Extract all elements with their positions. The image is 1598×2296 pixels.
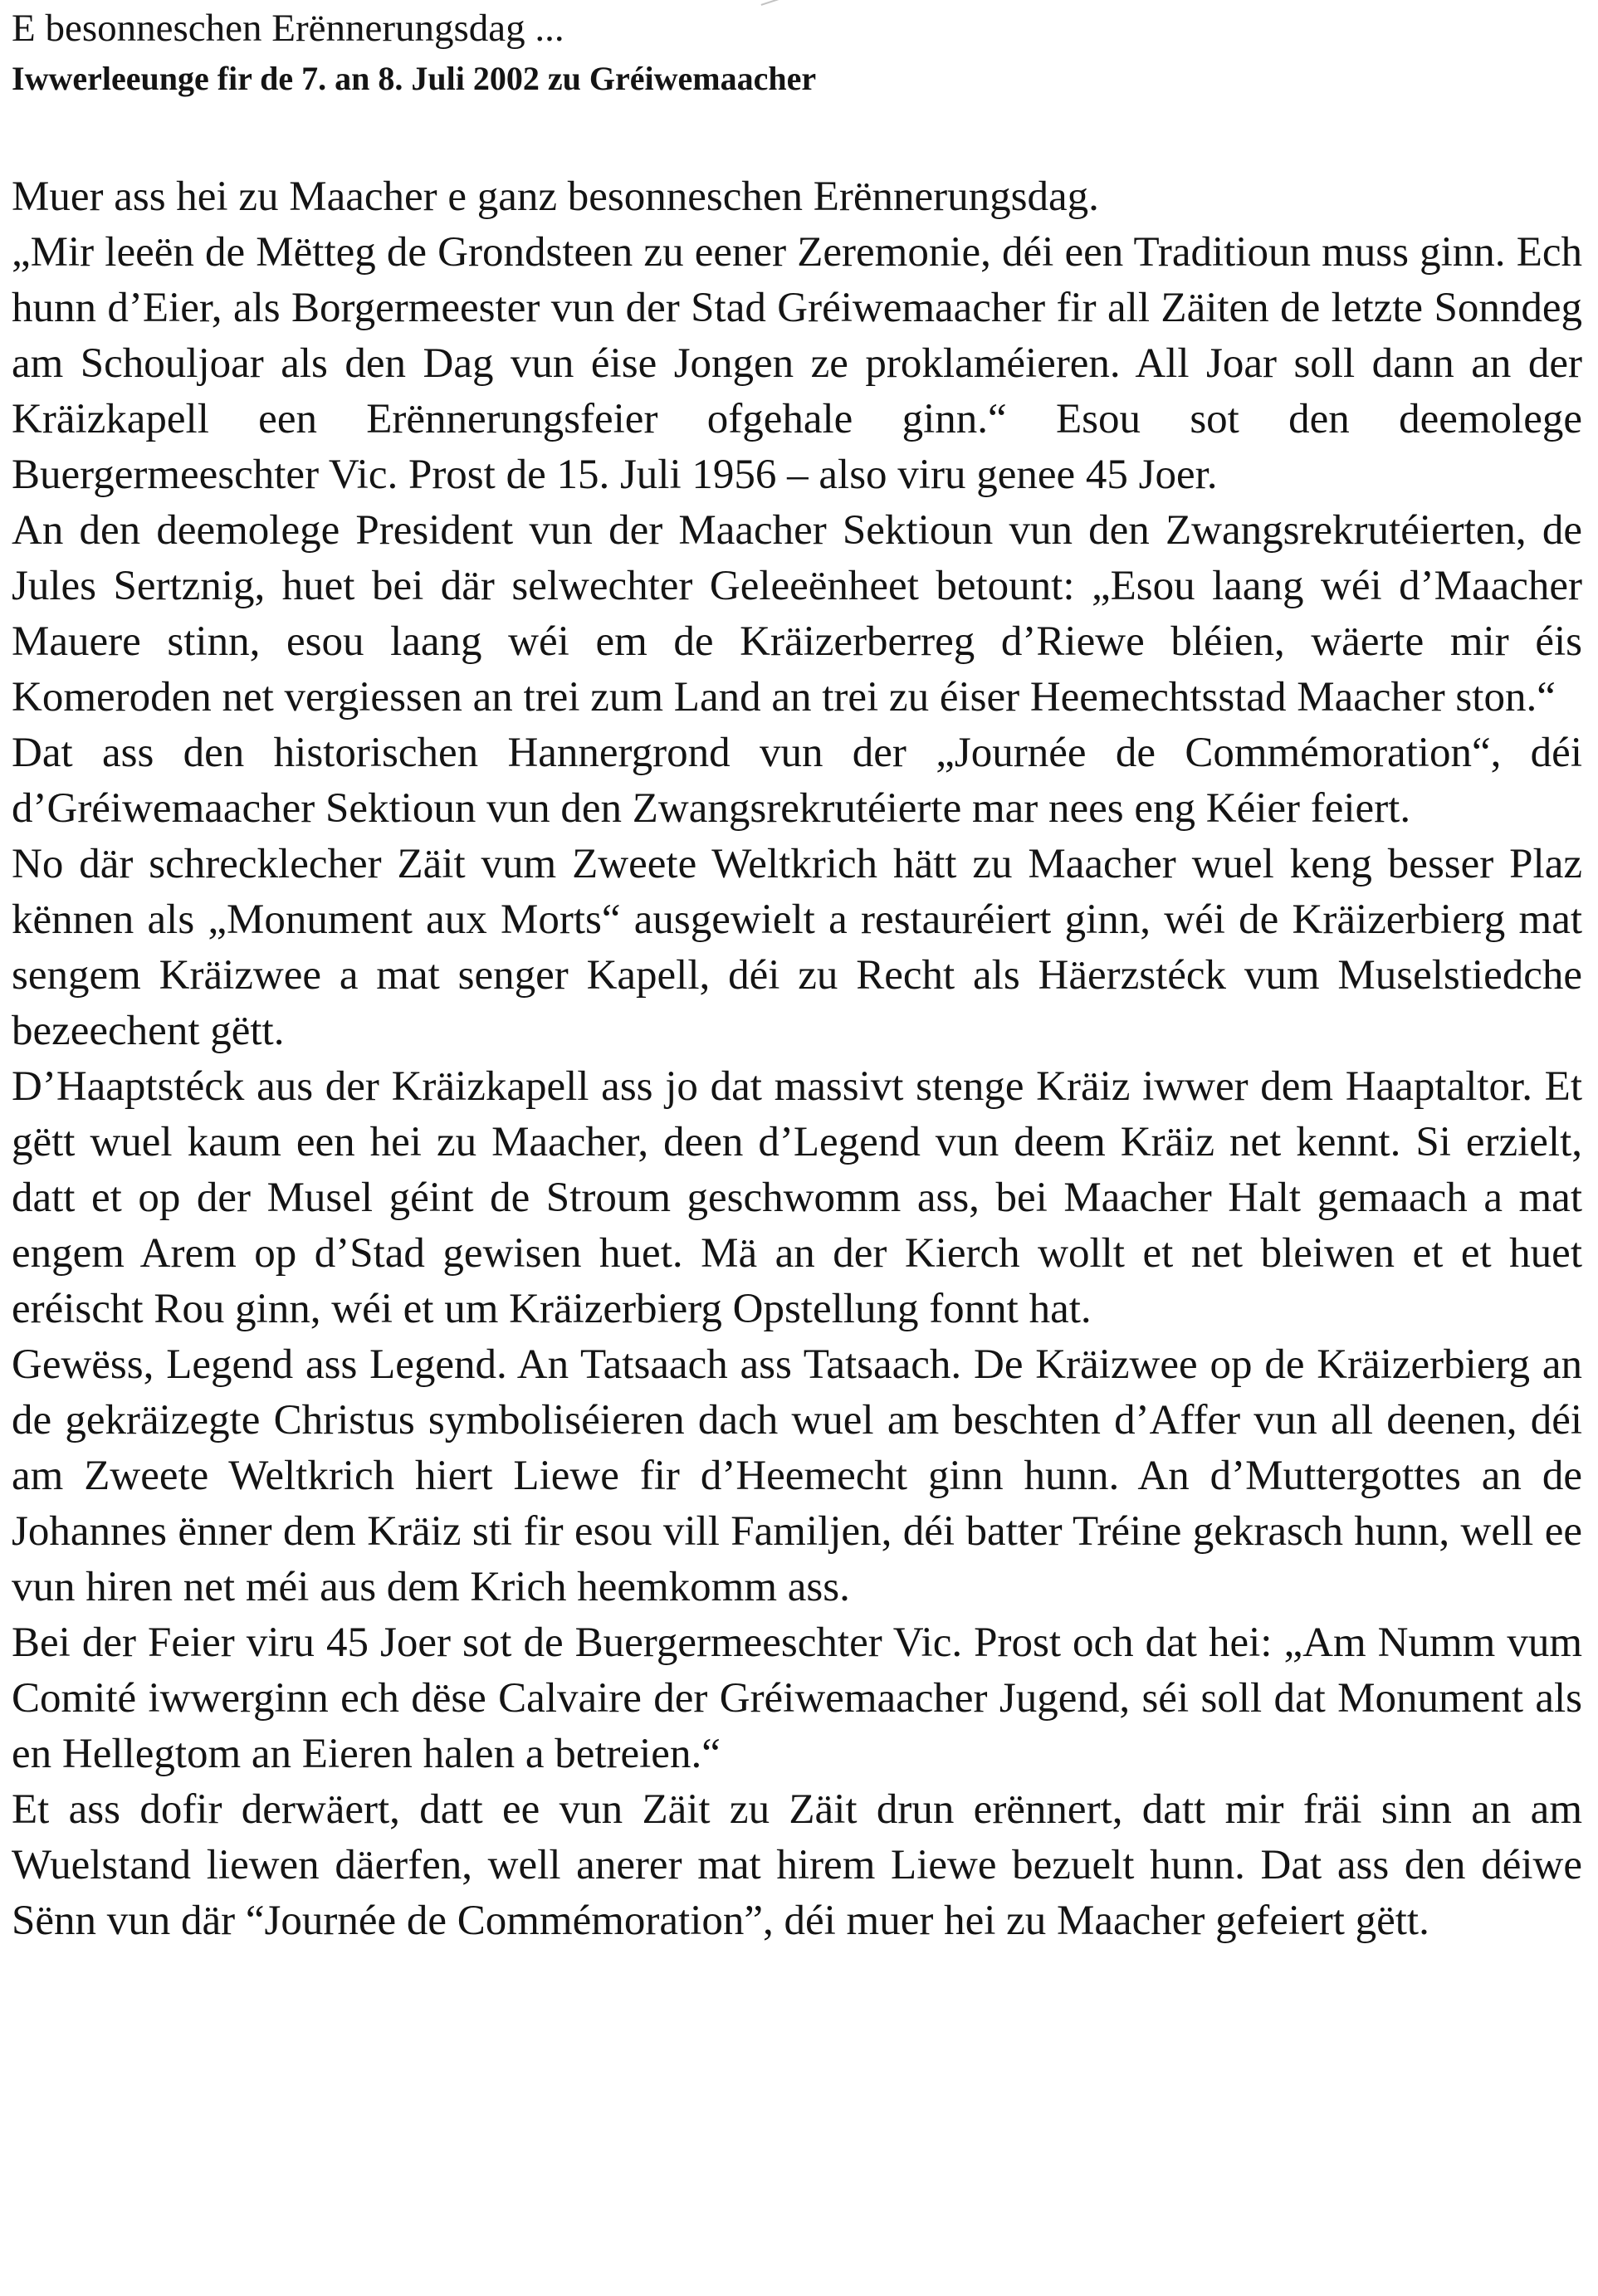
paragraph-5: No där schrecklecher Zäit vum Zweete Weltkrich hätt zu Maacher wuel keng besser Plaz kënnen als „Monument aux Morts“ ausgewielt a restauréiert ginn, wéi de Kräizerbierg mat sengem Kräizwee a mat senger Kapell, déi zu Recht als Häerzstéck vum Muselstiedche bezeechent gëtt.: [12, 841, 1582, 1054]
paragraph-8: Bei der Feier viru 45 Joer sot de Buergermeeschter Vic. Prost och dat hei: „Am Numm vum Comité iwwerginn ech dëse Calvaire der Gréiwemaacher Jugend, séi soll dat Monument als en Hellegtom an Eieren halen a betreien.“: [12, 1619, 1582, 1777]
title-lead: E besonneschen Erënnerungsdag ...: [12, 7, 564, 50]
paragraph-7: Gewëss, Legend ass Legend. An Tatsaach ass Tatsaach. De Kräizwee op de Kräizerbierg an de gekräizegte Christus symboliséieren dach wuel am beschten d’Affer vun all deenen, déi am Zweete Weltkrich hiert Liewe fir d’Heemecht ginn hunn. An d’Muttergottes an de Johannes ënner dem Kräiz sti fir esou vill Familjen, déi batter Tréine gekrasch hunn, well ee vun hiren net méi aus dem Krich heemkomm ass.: [12, 1341, 1582, 1610]
paragraph-2: „Mir leeën de Mëtteg de Grondsteen zu eener Zeremonie, déi een Traditioun muss ginn. Ech hunn d’Eier, als Borgermeester vun der Stad Gréiwemaacher fir all Zäiten de letzte Sonndeg am Schouljoar als den Dag vun éise Jongen ze proklaméieren. All Joar soll dann an der Kräizkapell een Erënnerungsfeier ofgehale ginn.“ Esou sot den deemolege Buergermeeschter Vic. Prost de 15. Juli 1956 – also viru genee 45 Joer.: [12, 229, 1582, 498]
paragraph-4: Dat ass den historischen Hannergrond vun der „Journée de Commémoration“, déi d’Gréiwemaacher Sektioun vun den Zwangsrekrutéierte mar nees eng Kéier feiert.: [12, 730, 1582, 832]
subtitle-text: Iwwerleeunge fir de 7. an 8. Juli 2002 zu Gréiwemaacher: [12, 60, 817, 97]
document-title: [12, 7, 564, 50]
article-body: [12, 169, 1582, 1949]
paragraph-3: An den deemolege President vun der Maacher Sektioun vun den Zwangsrekrutéierten, de Jules Sertznig, huet bei där selwechter Geleeënheet betount: „Esou laang wéi d’Maacher Mauere stinn, esou laang wéi em de Kräizerberreg d’Riewe bléien, wäerte mir éis Komeroden net vergiessen an trei zum Land an trei zu éiser Heemechtsstad Maacher ston.“: [12, 507, 1582, 721]
paragraph-9: Et ass dofir derwäert, datt ee vun Zäit zu Zäit drun erënnert, datt mir fräi sinn an am Wuelstand liewen däerfen, well anerer mat hirem Liewe bezuelt hunn. Dat ass den déiwe Sënn vun där “Journée de Commémoration”, déi muer hei zu Maacher gefeiert gëtt.: [12, 1786, 1582, 1944]
document-subtitle: [12, 60, 816, 98]
scan-mark: [761, 0, 789, 15]
paragraph-6: D’Haaptstéck aus der Kräizkapell ass jo dat massivt stenge Kräiz iwwer dem Haaptaltor. Et gëtt wuel kaum een hei zu Maacher, deen d’Legend vun deem Kräiz net kennt. Si erzielt, datt et op der Musel géint de Stroum geschwomm ass, bei Maacher Halt gemaach a mat engem Arem op d’Stad gewisen huet. Mä an der Kierch wollt et net bleiwen et et huet eréischt Rou ginn, wéi et um Kräizerbierg Opstellung fonnt hat.: [12, 1063, 1582, 1332]
paragraph-1: Muer ass hei zu Maacher e ganz besonneschen Erënnerungsdag.: [12, 173, 1099, 220]
